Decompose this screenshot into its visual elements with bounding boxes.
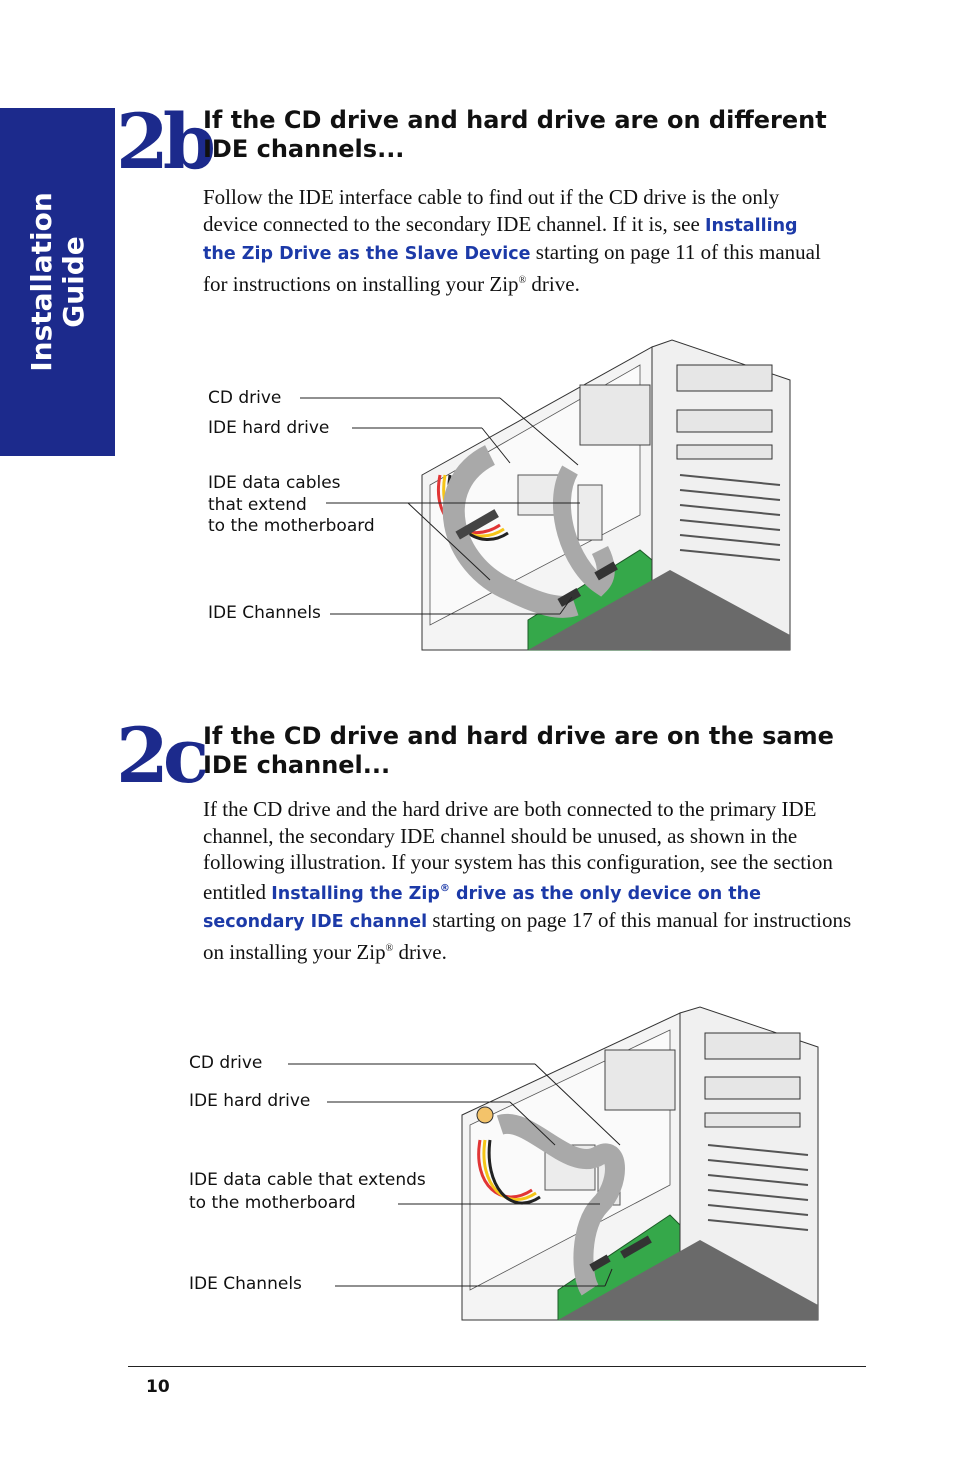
body-text: If the CD drive and the hard drive are both connected to the primary IDE channel, the secondary IDE channel should be unused, as shown in the following illustration. If your system has this configuration, see the section entitled	[203, 797, 833, 904]
registered-mark: ®	[439, 882, 450, 894]
step-number-2c: 2c	[116, 711, 204, 800]
body-text: Follow the IDE interface cable to find out if the CD drive is the only device connected to the secondary IDE channel. If it is, see	[203, 185, 780, 236]
step-number-2b: 2b	[116, 97, 211, 186]
link-installing-zip-2[interactable]: drive as the only device on the secondary IDE channel	[203, 883, 761, 932]
label-ide-channels: IDE Channels	[189, 1274, 302, 1294]
registered-mark: ®	[385, 942, 394, 954]
side-tab-line1: Installation	[24, 192, 58, 372]
label-ide-data-cables-1: IDE data cables	[208, 473, 341, 493]
body-text: drive.	[526, 271, 580, 296]
section-2b-body	[203, 184, 828, 297]
side-tab	[0, 108, 115, 456]
label-ide-hard-drive: IDE hard drive	[189, 1091, 311, 1111]
figure-2b-computer-illustration	[200, 335, 820, 655]
link-installing-slave[interactable]: Installing the Zip Drive as the Slave Device	[203, 215, 798, 264]
section-2c-body	[203, 796, 863, 965]
label-cd-drive: CD drive	[189, 1053, 263, 1073]
label-ide-data-cables-2: that extend	[208, 495, 307, 515]
section-2c-heading: If the CD drive and hard drive are on the same IDE channel...	[203, 722, 834, 779]
figure-2c-computer-illustration	[180, 1005, 830, 1325]
footer-rule	[128, 1366, 866, 1367]
body-text: starting on page 17 of this manual for instructions on installing your Zip	[203, 908, 852, 964]
label-cd-drive: CD drive	[208, 388, 282, 408]
label-ide-channels: IDE Channels	[208, 603, 321, 623]
body-text: drive.	[393, 939, 447, 964]
registered-mark: ®	[518, 274, 527, 286]
body-text: starting on page 11 of this manual for instructions on installing your Zip	[203, 240, 821, 296]
side-tab-line2: Guide	[56, 236, 90, 328]
label-ide-data-cable-1: IDE data cable that extends	[189, 1170, 426, 1190]
page-number: 10	[146, 1377, 170, 1397]
label-ide-data-cables-3: to the motherboard	[208, 516, 375, 536]
label-ide-hard-drive: IDE hard drive	[208, 418, 330, 438]
section-2b-heading: If the CD drive and hard drive are on different IDE channels...	[203, 106, 827, 163]
label-ide-data-cable-2: to the motherboard	[189, 1193, 356, 1213]
link-installing-zip-1[interactable]: Installing the Zip	[271, 883, 440, 904]
